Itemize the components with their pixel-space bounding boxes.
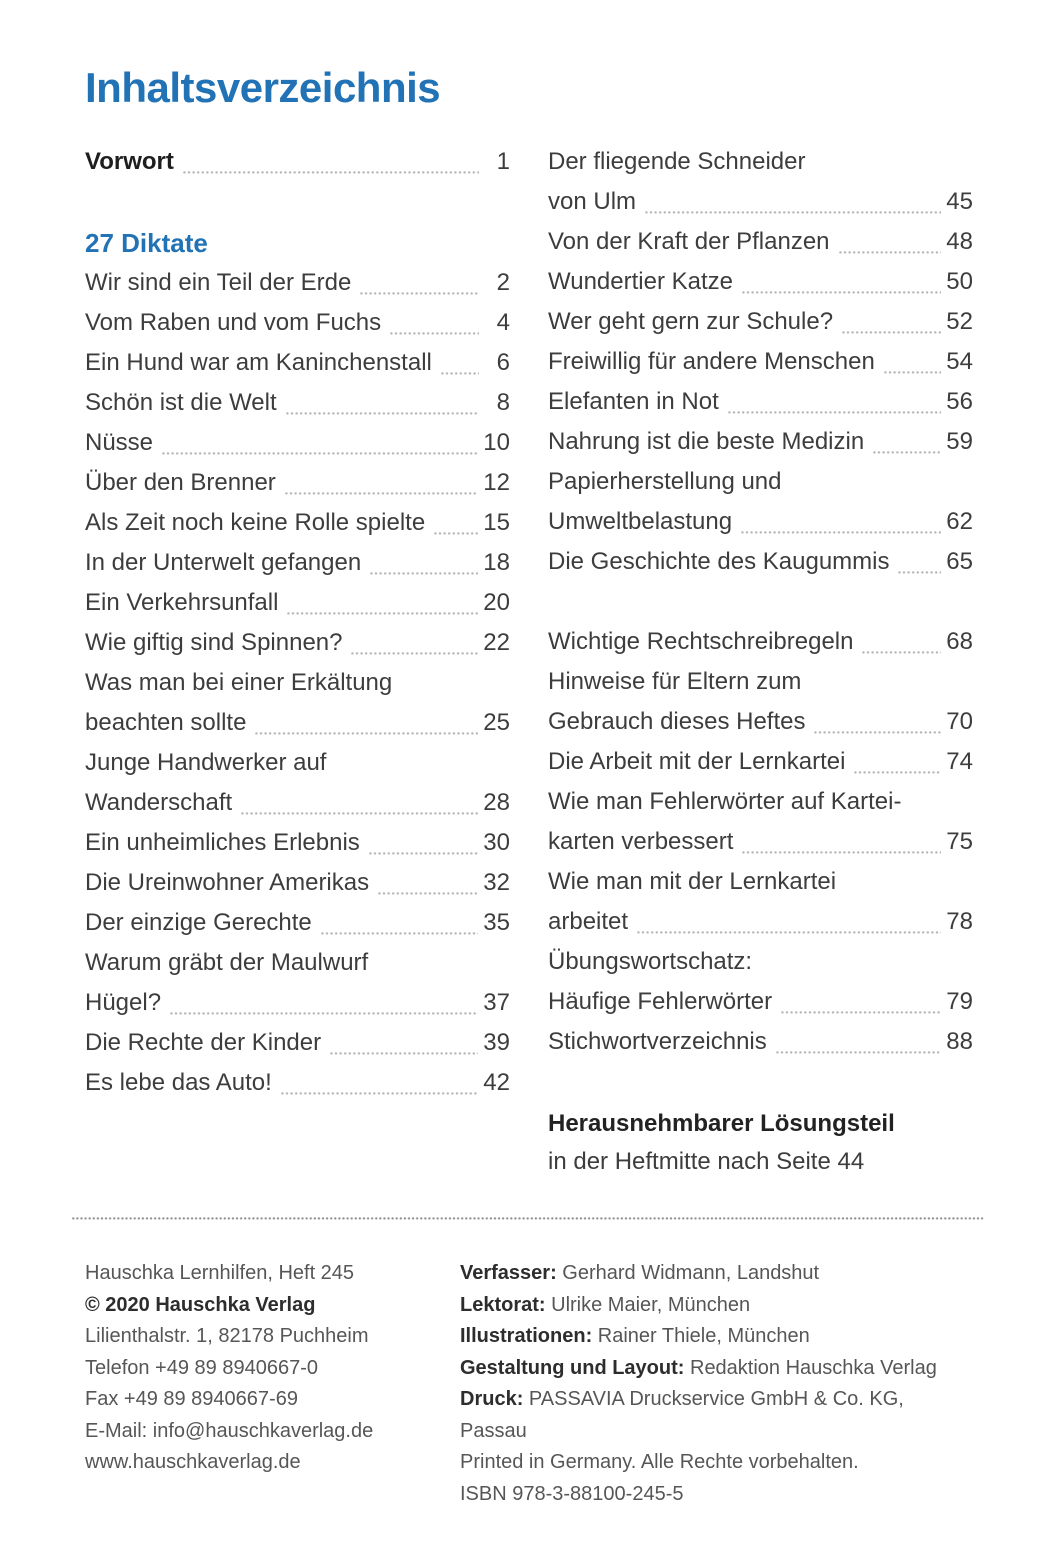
toc-entry-title: Von der Kraft der Pflanzen (548, 228, 830, 255)
toc-entry (85, 943, 510, 1023)
toc-entry-title: Papierherstellung und (548, 468, 782, 495)
toc-page-number: 50 (946, 268, 973, 295)
toc-entry-line (85, 903, 510, 943)
toc-entry (85, 343, 510, 383)
imprint-label: Verfasser: (460, 1262, 557, 1284)
toc-entry-title: Wanderschaft (85, 789, 233, 816)
dotted-leader (873, 451, 941, 454)
toc-entry-line (548, 542, 973, 582)
imprint-line: Printed in Germany. Alle Rechte vorbehalten. (460, 1451, 859, 1473)
imprint-footer (85, 1258, 970, 1510)
imprint-label: Gestaltung und Layout: (460, 1356, 685, 1379)
toc-entry-title: arbeitet (548, 908, 629, 935)
toc-page-number: 37 (483, 989, 510, 1016)
dotted-leader (162, 452, 478, 455)
toc-entry-line (85, 863, 510, 903)
imprint-line: ISBN 978-3-88100-245-5 (460, 1482, 684, 1505)
toc-entry-line (85, 703, 510, 743)
toc-entry-line (85, 663, 510, 703)
toc-entry-line (85, 463, 510, 503)
toc-entry (85, 263, 510, 303)
solutions-note-title: Herausnehmbarer Lösungsteil (548, 1110, 895, 1137)
toc-page-number: 32 (483, 869, 510, 896)
toc-entry-title: Ein unheimliches Erlebnis (85, 829, 360, 856)
toc-entry-line (548, 862, 973, 902)
dotted-leader (645, 211, 941, 214)
toc-section-heading: 27 Diktate (85, 228, 208, 258)
dotted-leader (862, 651, 941, 654)
toc-entry-line (85, 623, 510, 663)
dotted-leader (434, 532, 478, 535)
toc-entry (548, 862, 973, 942)
toc-entry-list-right (548, 142, 973, 1062)
toc-entry (548, 302, 973, 342)
toc-page-number: 62 (946, 508, 973, 535)
toc-entry-line (85, 343, 510, 383)
toc-entry-line (548, 422, 973, 462)
toc-entry-vorwort (85, 142, 510, 182)
toc-entry-line (548, 622, 973, 662)
removable-solutions-note (548, 1105, 973, 1181)
toc-entry-line (548, 782, 973, 822)
toc-entry (548, 262, 973, 302)
dotted-leader (898, 571, 941, 574)
toc-entry-line (85, 543, 510, 583)
toc-entry-line (548, 182, 973, 222)
toc-entry-line (85, 783, 510, 823)
imprint-line: Hauschka Lernhilfen, Heft 245 (85, 1262, 355, 1284)
toc-entry-title: Es lebe das Auto! (85, 1069, 272, 1096)
page-title: Inhaltsverzeichnis (85, 64, 441, 111)
toc-entry (548, 462, 973, 542)
toc-entry (85, 863, 510, 903)
toc-entry-title: Vom Raben und vom Fuchs (85, 309, 382, 336)
toc-entry-title: Vorwort (85, 148, 174, 175)
toc-page-number: 4 (496, 309, 510, 336)
toc-right-column (548, 142, 973, 1181)
dotted-leader (170, 1012, 478, 1015)
toc-entry-title: Gebrauch dieses Heftes (548, 708, 806, 735)
imprint-line: Lektorat: Ulrike Maier, München (460, 1293, 751, 1316)
toc-entry-line (548, 742, 973, 782)
toc-entry-line (85, 583, 510, 623)
toc-entry-line (548, 302, 973, 342)
toc-entry-title: karten verbessert (548, 828, 734, 855)
toc-entry-list-left (85, 263, 510, 1103)
toc-entry (548, 622, 973, 662)
dotted-leader (814, 731, 941, 734)
toc-entry-title: Nahrung ist die beste Medizin (548, 428, 865, 455)
toc-entry-title: Umweltbelastung (548, 508, 733, 535)
toc-entry-line (85, 263, 510, 303)
toc-entry-title: Wie man mit der Lernkartei (548, 868, 837, 895)
toc-entry-title: Schön ist die Welt (85, 389, 277, 416)
toc-entry-title: Hinweise für Eltern zum (548, 668, 802, 695)
toc-entry (85, 503, 510, 543)
toc-page-number: 39 (483, 1029, 510, 1056)
toc-entry (85, 1063, 510, 1103)
dotted-leader (728, 411, 942, 414)
toc-entry-title: Elefanten in Not (548, 388, 719, 415)
dotted-leader (183, 171, 479, 174)
toc-entry-line (548, 222, 973, 262)
toc-page-number: 54 (946, 348, 973, 375)
toc-entry-title: Wie man Fehlerwörter auf Kartei- (548, 788, 902, 815)
toc-entry (548, 222, 973, 262)
toc-page-number: 35 (483, 909, 510, 936)
toc-entry (85, 823, 510, 863)
dotted-leader (776, 1051, 942, 1054)
dotted-divider (72, 1217, 984, 1220)
dotted-leader (637, 931, 941, 934)
imprint-line: © 2020 Hauschka Verlag (85, 1293, 316, 1316)
toc-page-number: 56 (946, 388, 973, 415)
toc-page-number: 59 (946, 428, 973, 455)
dotted-leader (360, 292, 479, 295)
toc-entry-line (548, 342, 973, 382)
toc-entry-title: Die Rechte der Kinder (85, 1029, 322, 1056)
toc-entry-line (548, 382, 973, 422)
imprint-line: Druck: PASSAVIA Druckservice GmbH & Co. KG, Passau (460, 1388, 904, 1442)
toc-entry-title: Wundertier Katze (548, 268, 733, 295)
toc-entry-line (548, 702, 973, 742)
toc-entry (548, 142, 973, 222)
imprint-line: www.hauschkaverlag.de (85, 1451, 301, 1473)
toc-entry (85, 623, 510, 663)
toc-entry (548, 382, 973, 422)
toc-page-number: 12 (483, 469, 510, 496)
toc-entry-title: Wer geht gern zur Schule? (548, 308, 834, 335)
imprint-line: Lilienthalstr. 1, 82178 Puchheim (85, 1325, 369, 1347)
toc-entry (85, 383, 510, 423)
dotted-leader (441, 372, 479, 375)
toc-entry-line (85, 423, 510, 463)
toc-entry-line (85, 303, 510, 343)
toc-page-number: 52 (946, 308, 973, 335)
toc-entry-title: Was man bei einer Erkältung (85, 669, 393, 696)
toc-entry-title: Übungswortschatz: (548, 948, 753, 975)
toc-entry-line (85, 983, 510, 1023)
toc-entry-line (85, 383, 510, 423)
toc-page-number: 79 (946, 988, 973, 1015)
toc-entry-line (548, 462, 973, 502)
toc-page-number: 30 (483, 829, 510, 856)
dotted-leader (255, 732, 478, 735)
toc-entry-title: Häufige Fehlerwörter (548, 988, 773, 1015)
dotted-leader (842, 331, 941, 334)
toc-entry (548, 662, 973, 742)
toc-entry-title: Hügel? (85, 989, 162, 1016)
dotted-leader (854, 771, 941, 774)
imprint-line: Verfasser: Gerhard Widmann, Landshut (460, 1262, 820, 1284)
toc-entry-title: von Ulm (548, 188, 637, 215)
toc-entry-title: Wie giftig sind Spinnen? (85, 629, 343, 656)
toc-entry (85, 543, 510, 583)
toc-entry (548, 942, 973, 1022)
solutions-note-subtitle: in der Heftmitte nach Seite 44 (548, 1148, 865, 1175)
toc-entry-title: Die Ureinwohner Amerikas (85, 869, 370, 896)
toc-page-number: 28 (483, 789, 510, 816)
toc-page-number: 88 (946, 1028, 973, 1055)
dotted-leader (839, 251, 942, 254)
toc-entry (548, 1022, 973, 1062)
toc-page-number: 25 (483, 709, 510, 736)
toc-page-number: 18 (483, 549, 510, 576)
toc-entry-title: Stichwortverzeichnis (548, 1028, 767, 1055)
toc-entry-line (548, 1022, 973, 1062)
toc-page-number: 70 (946, 708, 973, 735)
toc-page-number: 6 (496, 349, 510, 376)
dotted-leader (286, 412, 479, 415)
dotted-leader (241, 812, 478, 815)
toc-entry-title: Freiwillig für andere Menschen (548, 348, 875, 375)
toc-page-number: 20 (483, 589, 510, 616)
toc-entry-line (85, 943, 510, 983)
toc-entry-title: In der Unterwelt gefangen (85, 549, 362, 576)
dotted-leader (369, 852, 478, 855)
imprint-line: E-Mail: info@hauschkaverlag.de (85, 1419, 374, 1442)
toc-page-number: 1 (496, 148, 510, 175)
dotted-leader (321, 932, 479, 935)
toc-page-number: 74 (946, 748, 973, 775)
toc-page-number: 8 (496, 389, 510, 416)
toc-entry-line (548, 942, 973, 982)
toc-entry-line (548, 262, 973, 302)
toc-entry-title: Junge Handwerker auf (85, 749, 327, 776)
toc-page-number: 45 (946, 188, 973, 215)
dotted-leader (370, 572, 478, 575)
toc-entry-title: Ein Verkehrsunfall (85, 589, 279, 616)
dotted-leader (330, 1052, 478, 1055)
imprint-label: Druck: (460, 1388, 524, 1410)
toc-entry-title: Warum gräbt der Maulwurf (85, 949, 369, 976)
imprint-line: Fax +49 89 8940667-69 (85, 1388, 298, 1410)
toc-entry-line (85, 503, 510, 543)
toc-entry-title: Als Zeit noch keine Rolle spielte (85, 509, 426, 536)
toc-entry-title: Die Arbeit mit der Lernkartei (548, 748, 846, 775)
dotted-leader (281, 1092, 479, 1095)
toc-entry (85, 303, 510, 343)
toc-page-number: 48 (946, 228, 973, 255)
toc-entry-title: Wir sind ein Teil der Erde (85, 269, 352, 296)
imprint-credits-column (460, 1258, 970, 1510)
toc-entry (548, 742, 973, 782)
toc-entry-line (85, 823, 510, 863)
dotted-leader (378, 892, 478, 895)
imprint-line: Illustrationen: Rainer Thiele, München (460, 1325, 810, 1347)
imprint-publisher-column (85, 1258, 460, 1510)
imprint-label: Lektorat: (460, 1293, 546, 1316)
toc-page-number: 10 (483, 429, 510, 456)
toc-entry (85, 743, 510, 823)
dotted-leader (781, 1011, 941, 1014)
dotted-leader (351, 652, 478, 655)
dotted-leader (742, 851, 941, 854)
toc-entry (85, 463, 510, 503)
toc-entry-title: Der fliegende Schneider (548, 148, 806, 175)
toc-page-number: 68 (946, 628, 973, 655)
toc-entry (548, 422, 973, 462)
dotted-leader (285, 492, 479, 495)
toc-entry (85, 1023, 510, 1063)
dotted-leader (741, 531, 941, 534)
toc-entry (548, 342, 973, 382)
dotted-leader (390, 332, 479, 335)
toc-page-number: 15 (483, 509, 510, 536)
toc-page-number: 2 (496, 269, 510, 296)
toc-page-number: 42 (483, 1069, 510, 1096)
toc-entry (548, 542, 973, 582)
toc-entry-title: Über den Brenner (85, 469, 276, 496)
toc-entry (548, 782, 973, 862)
imprint-line: Gestaltung und Layout: Redaktion Hauschka Verlag (460, 1356, 937, 1379)
toc-columns (85, 142, 973, 1181)
toc-entry-title: Ein Hund war am Kaninchenstall (85, 349, 432, 376)
toc-entry-line (85, 1063, 510, 1103)
toc-page-number: 78 (946, 908, 973, 935)
toc-entry-title: Die Geschichte des Kaugummis (548, 548, 890, 575)
toc-entry-line (85, 743, 510, 783)
toc-page-number: 65 (946, 548, 973, 575)
toc-left-column (85, 142, 510, 1181)
toc-entry (85, 663, 510, 743)
imprint-line: Telefon +49 89 8940667-0 (85, 1356, 318, 1379)
toc-entry (85, 903, 510, 943)
toc-entry-title: Wichtige Rechtschreibregeln (548, 628, 854, 655)
toc-entry-line (85, 1023, 510, 1063)
toc-entry-line (548, 902, 973, 942)
dotted-leader (884, 371, 941, 374)
toc-entry (85, 423, 510, 463)
toc-entry-title: Der einzige Gerechte (85, 909, 312, 936)
toc-page-number: 22 (483, 629, 510, 656)
imprint-label: Illustrationen: (460, 1325, 593, 1347)
toc-entry-line (548, 982, 973, 1022)
toc-entry-title: Nüsse (85, 429, 154, 456)
toc-entry (85, 583, 510, 623)
toc-entry-title: beachten sollte (85, 709, 247, 736)
toc-entry-line (548, 502, 973, 542)
toc-page-number: 75 (946, 828, 973, 855)
dotted-leader (287, 612, 478, 615)
toc-entry-line (548, 142, 973, 182)
toc-entry-line (548, 662, 973, 702)
dotted-leader (742, 291, 941, 294)
toc-section-gap (548, 582, 973, 622)
toc-entry-line (548, 822, 973, 862)
